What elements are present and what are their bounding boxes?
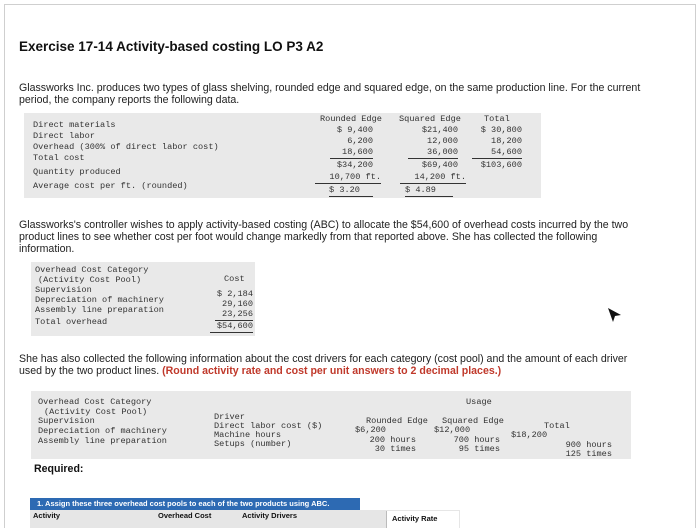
squared-cell: 14,200 ft. bbox=[400, 172, 466, 184]
exercise-title: Exercise 17-14 Activity-based costing LO P3 A2 bbox=[19, 39, 324, 54]
squared-cell: 12,000 bbox=[427, 136, 458, 146]
intro-line-2: period, the company reports the following data. bbox=[19, 94, 240, 106]
col-header-rounded: Rounded Edge bbox=[320, 114, 382, 124]
cursor-icon bbox=[607, 307, 623, 323]
rounded-usage: 200 hours bbox=[369, 435, 416, 445]
row-label: Direct labor bbox=[33, 131, 95, 141]
total-usage: $18,200 bbox=[511, 430, 548, 440]
squared-cell: $21,400 bbox=[421, 125, 458, 135]
rounded-usage: $6,200 bbox=[355, 425, 386, 435]
para2-line-2: product lines to see whether cost per foot would change markedly from that reported above. She has collected the following bbox=[19, 231, 598, 243]
category-header: Overhead Cost Category bbox=[35, 265, 149, 275]
required-heading: Required: bbox=[34, 463, 84, 475]
category-row: Depreciation of machinery bbox=[35, 295, 164, 305]
row-label: Direct materials bbox=[33, 120, 116, 130]
rounded-cell: $ 9,400 bbox=[336, 125, 373, 135]
category-header: Overhead Cost Category bbox=[38, 397, 152, 407]
row-label: Overhead (300% of direct labor cost) bbox=[33, 142, 219, 152]
squared-usage: 95 times bbox=[458, 444, 500, 454]
driver-header: Driver bbox=[214, 412, 245, 422]
col-header-total: Total bbox=[544, 421, 570, 431]
category-row: Total overhead bbox=[35, 317, 108, 327]
cost-cell: $ 2,184 bbox=[216, 289, 253, 299]
pool-header: (Activity Cost Pool) bbox=[38, 275, 142, 285]
category-row: Assembly line preparation bbox=[38, 436, 167, 446]
category-row: Supervision bbox=[38, 416, 95, 426]
col-header-squared: Squared Edge bbox=[399, 114, 461, 124]
intro-paragraph bbox=[19, 82, 640, 106]
para3-line-2-plain: used by the two product lines. bbox=[19, 365, 160, 377]
squared-usage: 700 hours bbox=[453, 435, 500, 445]
pool-header: (Activity Cost Pool) bbox=[44, 407, 148, 417]
squared-cell: $ 4.89 bbox=[405, 185, 453, 197]
total-cell: $103,600 bbox=[480, 160, 522, 170]
driver-cell: Machine hours bbox=[214, 430, 282, 440]
col-header-squared: Squared Edge bbox=[442, 416, 504, 426]
driver-cell: Direct labor cost ($) bbox=[214, 421, 323, 431]
rounded-cell: 18,600 bbox=[330, 147, 373, 159]
category-row: Assembly line preparation bbox=[35, 305, 164, 315]
cost-header: Cost bbox=[224, 274, 245, 284]
rounded-cell: 6,200 bbox=[347, 136, 373, 146]
col-header-total: Total bbox=[484, 114, 510, 124]
squared-cell: 36,000 bbox=[408, 147, 458, 159]
answer-header-activity-drivers[interactable]: Activity Drivers bbox=[242, 511, 298, 520]
row-label: Total cost bbox=[33, 153, 85, 163]
total-usage: 125 times bbox=[565, 449, 612, 459]
rounded-usage: 30 times bbox=[374, 444, 416, 454]
answer-header-overhead-cost[interactable]: Overhead Cost bbox=[158, 511, 212, 520]
para2-line-3: information. bbox=[19, 243, 75, 255]
cost-cell: $54,600 bbox=[210, 321, 253, 333]
rounding-instruction: (Round activity rate and cost per unit answers to 2 decimal places.) bbox=[162, 365, 502, 377]
requirement-1-text: 1. Assign these three overhead cost pools to each of the two products using ABC. bbox=[37, 499, 330, 508]
para3-line-2 bbox=[19, 365, 627, 377]
rounded-cell: $34,200 bbox=[336, 160, 373, 170]
total-cell: 18,200 bbox=[491, 136, 522, 146]
squared-usage: $12,000 bbox=[434, 425, 471, 435]
total-cell: 54,600 bbox=[472, 147, 522, 159]
controller-paragraph bbox=[19, 219, 628, 255]
para2-line-1: Glassworks's controller wishes to apply activity-based costing (ABC) to allocate the $54,600 of overhead costs incurred by the two bbox=[19, 219, 629, 231]
answer-header-activity[interactable]: Activity bbox=[33, 511, 61, 520]
para3-line-1: She has also collected the following information about the cost drivers for each category (cost pool) and the amount of each driver bbox=[19, 353, 628, 365]
squared-cell: $69,400 bbox=[421, 160, 458, 170]
category-row: Depreciation of machinery bbox=[38, 426, 167, 436]
drivers-paragraph bbox=[19, 353, 627, 377]
row-label: Average cost per ft. (rounded) bbox=[33, 181, 188, 191]
rounded-cell: 10,700 ft. bbox=[315, 172, 381, 184]
rounded-cell: $ 3.20 bbox=[329, 185, 373, 197]
cost-cell: 29,160 bbox=[222, 299, 253, 309]
total-cell: $ 30,800 bbox=[480, 125, 522, 135]
intro-line-1: Glassworks Inc. produces two types of glass shelving, rounded edge and squared edge, on the same production line. For the current bbox=[19, 82, 641, 94]
row-label: Quantity produced bbox=[33, 167, 121, 177]
driver-cell: Setups (number) bbox=[214, 439, 292, 449]
usage-header: Usage bbox=[466, 397, 492, 407]
category-row: Supervision bbox=[35, 285, 92, 295]
cost-cell: 23,256 bbox=[215, 309, 253, 321]
total-usage: 900 hours bbox=[565, 440, 612, 450]
col-header-rounded: Rounded Edge bbox=[366, 416, 428, 426]
answer-header-activity-rate[interactable]: Activity Rate bbox=[392, 514, 438, 523]
